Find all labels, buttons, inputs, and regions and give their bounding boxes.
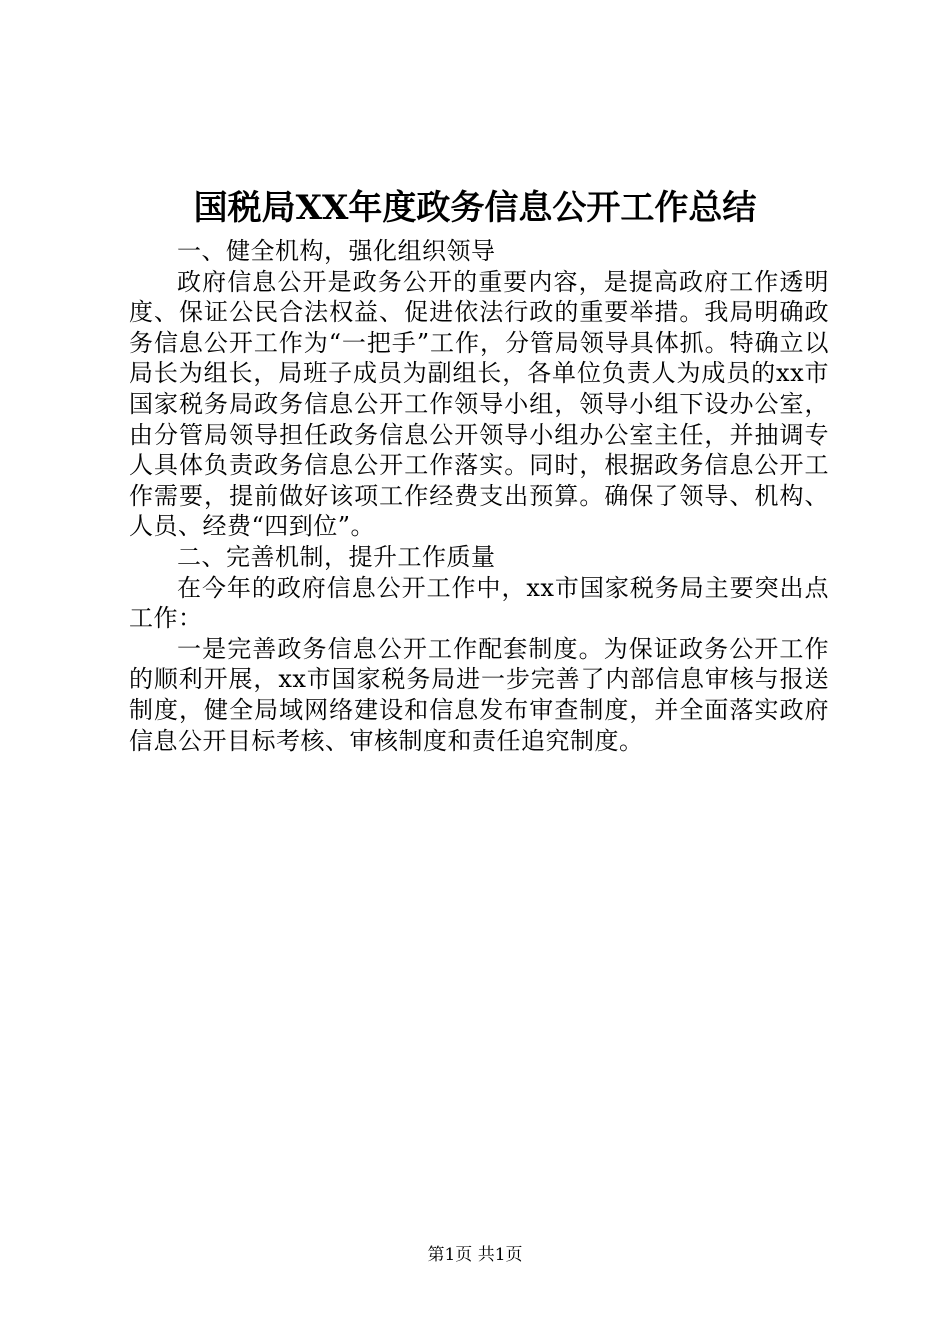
page-footer: 第1页 共1页 bbox=[427, 1245, 523, 1265]
section-heading-1: 一、健全机构，强化组织领导 bbox=[177, 237, 496, 265]
paragraph-3: 一是完善政务信息公开工作配套制度。为保证政务公开工作的顺利开展，xx市国家税务局进一步完善了内部信息审核与报送制度，健全局域网络建设和信息发布审查制度，并全面落实政府信息公开目标考核、审核制度和责任追究制度。 bbox=[129, 634, 829, 755]
paragraph-2: 在今年的政府信息公开工作中，xx市国家税务局主要突出点工作： bbox=[129, 573, 829, 633]
document-body bbox=[129, 236, 829, 756]
section-heading-2: 二、完善机制，提升工作质量 bbox=[177, 542, 496, 571]
paragraph-1: 政府信息公开是政务公开的重要内容，是提高政府工作透明度、保证公民合法权益、促进依法行政的重要举措。我局明确政务信息公开工作为“一把手”工作，分管局领导具体抓。特确立以局长为组长，局班子成员为副组长，各单位负责人为成员的xx市国家税务局政务信息公开工作领导小组，领导小组下设办公室，由分管局领导担任政务信息公开领导小组办公室主任，并抽调专人具体负责政务信息公开工作落实。同时，根据政务信息公开工作需要，提前做好该项工作经费支出预算。确保了领导、机构、人员、经费“四到位”。 bbox=[129, 267, 829, 541]
document-title: 国税局XX年度政务信息公开工作总结 bbox=[193, 188, 757, 228]
